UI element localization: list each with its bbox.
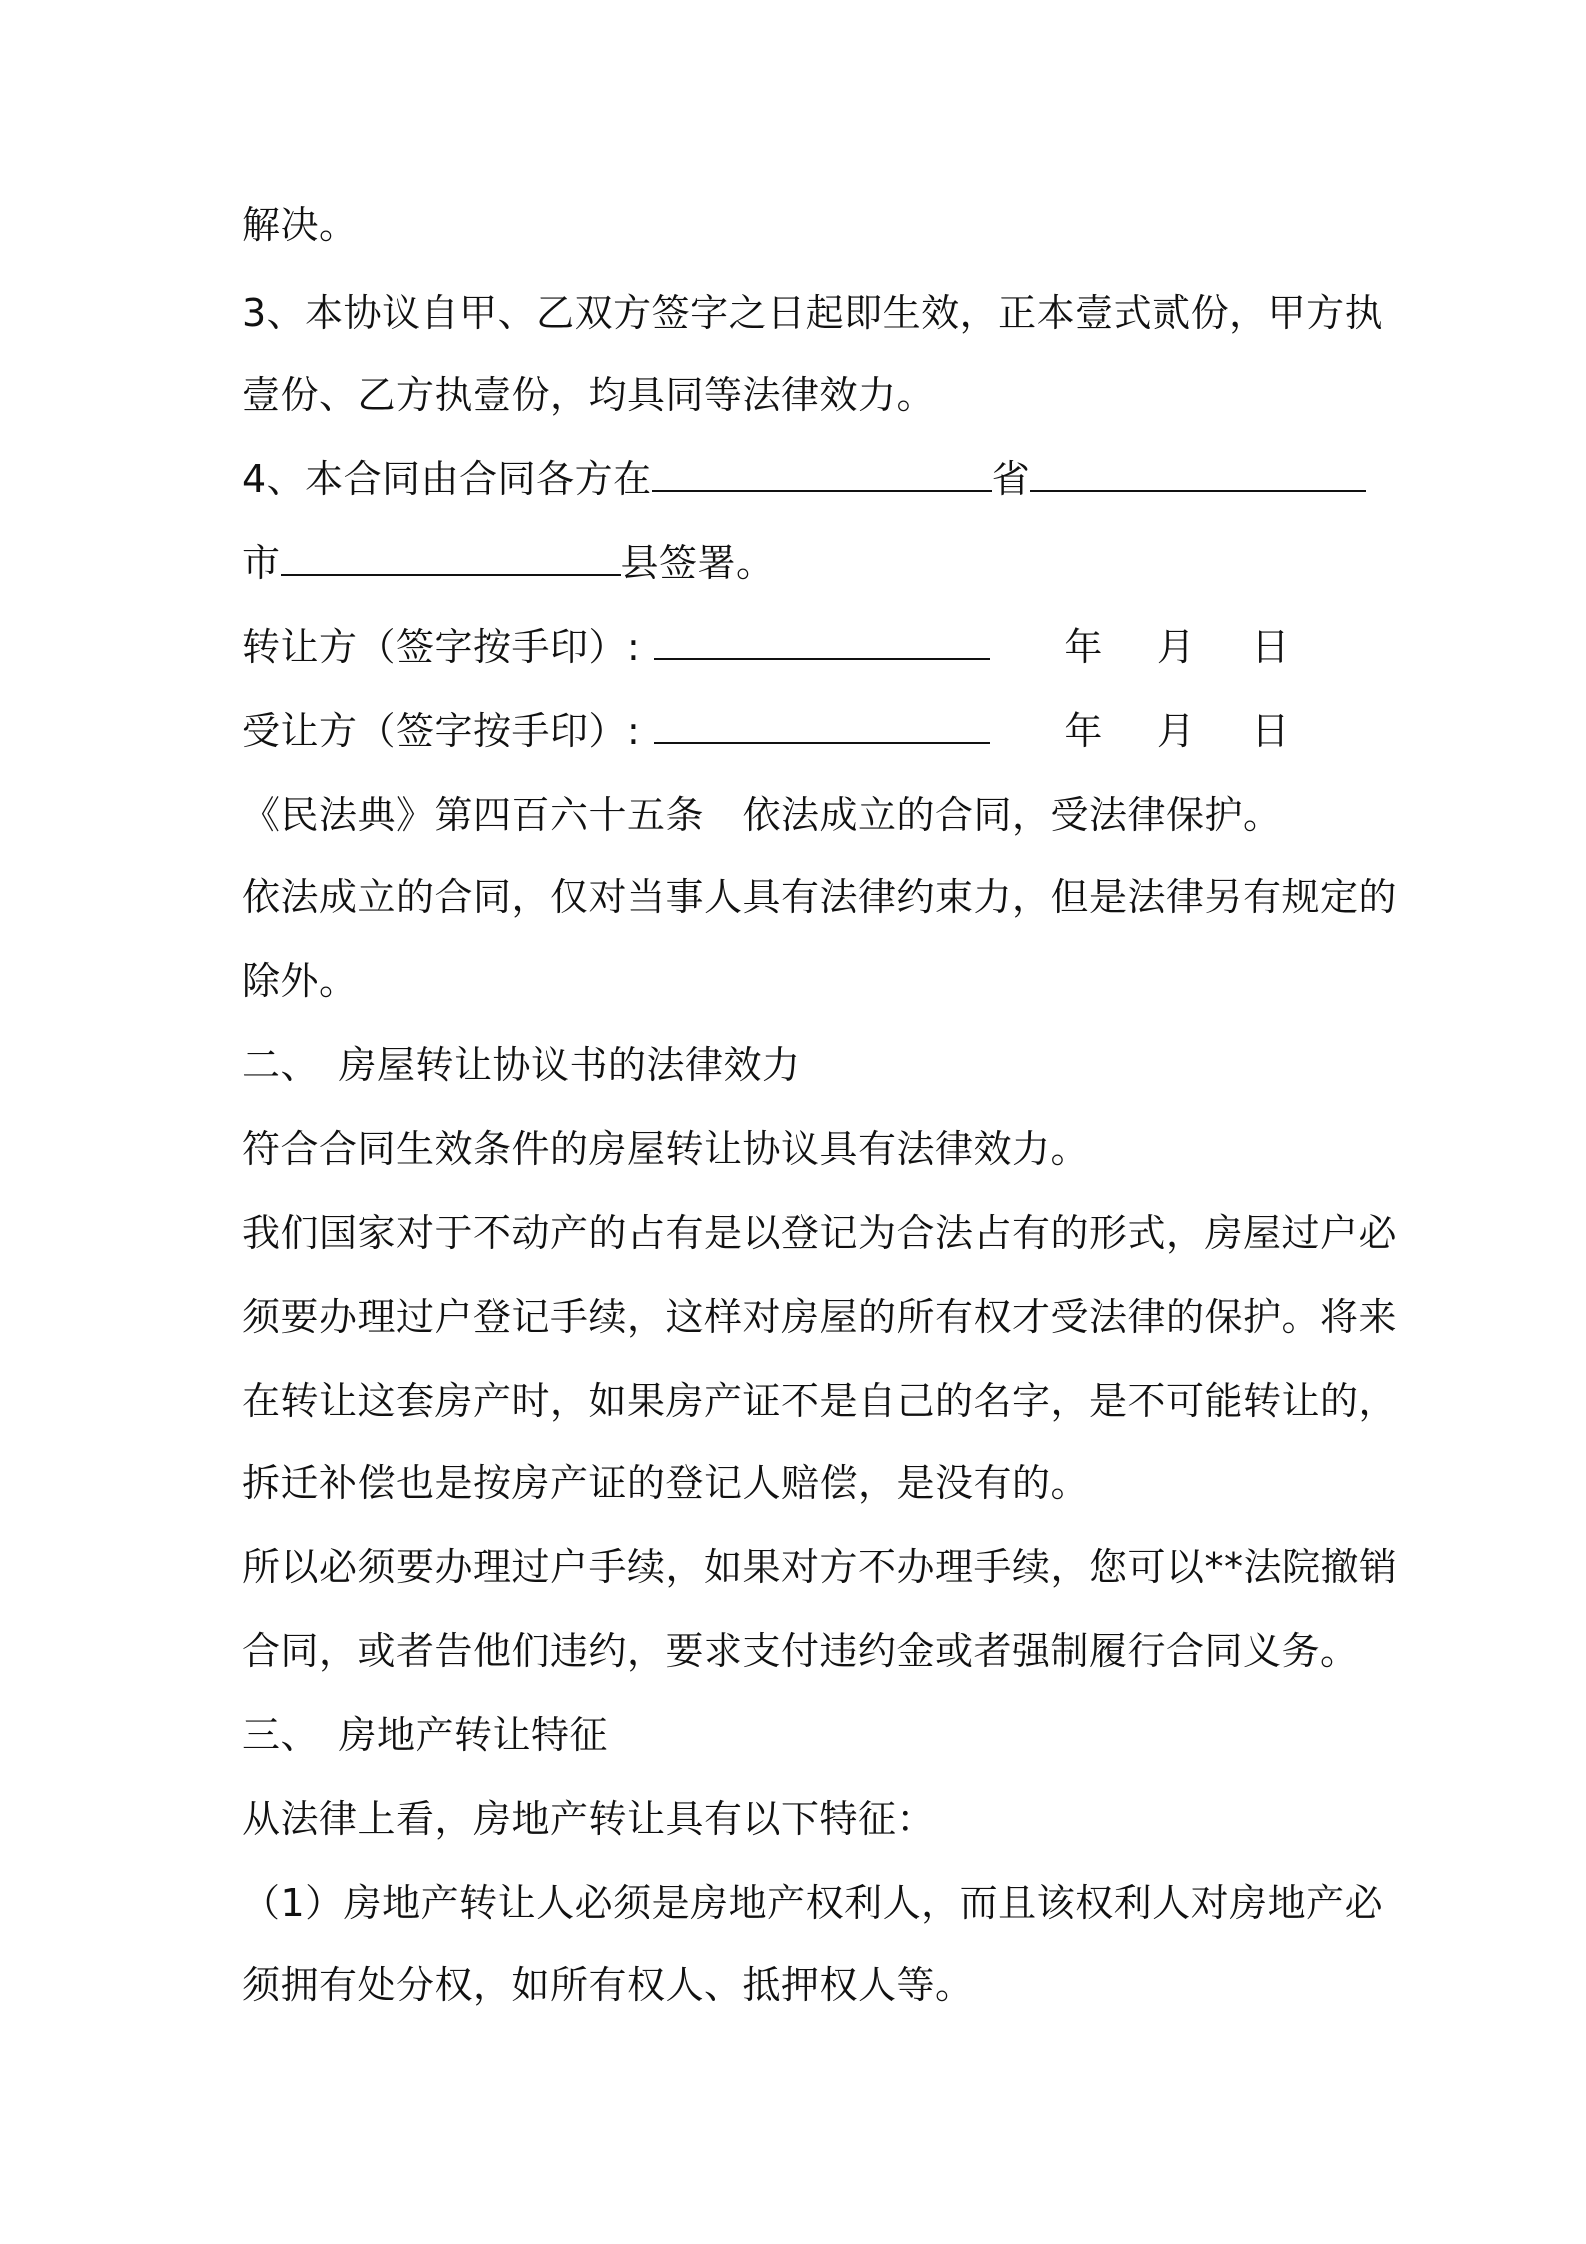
text-line: 须要办理过户登记手续，这样对房屋的所有权才受法律的保护。将来 <box>242 1295 1398 1339</box>
blank-field <box>281 540 621 576</box>
text-line: 解决。 <box>242 203 358 247</box>
transferee-signature-line <box>242 708 1290 754</box>
text-line: 我们国家对于不动产的占有是以登记为合法占有的形式，房屋过户必 <box>242 1211 1398 1255</box>
text-line: 合同，或者告他们违约，要求支付违约金或者强制履行合同义务。 <box>242 1629 1359 1673</box>
text-line: 依法成立的合同，仅对当事人具有法律约束力，但是法律另有规定的 <box>242 875 1398 919</box>
text-line: 符合合同生效条件的房屋转让协议具有法律效力。 <box>242 1127 1090 1171</box>
text-line: 在转让这套房产时，如果房产证不是自己的名字，是不可能转让的， <box>242 1379 1398 1423</box>
text-segment: 省 <box>991 457 1031 501</box>
year-label: 年 <box>1064 625 1103 669</box>
text-line: 须拥有处分权，如所有权人、抵押权人等。 <box>242 1963 974 2007</box>
blank-field <box>652 456 992 492</box>
text-line: 《民法典》第四百六十五条 依法成立的合同，受法律保护。 <box>242 793 1282 837</box>
transferor-signature-line <box>242 624 1290 670</box>
text-segment: 转让方（签字按手印）: <box>242 625 641 669</box>
text-line: 除外。 <box>242 959 358 1003</box>
text-line: 壹份、乙方执壹份，均具同等法律效力。 <box>242 373 936 417</box>
text-segment: 受让方（签字按手印）: <box>242 709 641 753</box>
signature-blank <box>654 708 990 744</box>
text-line: 3、本协议自甲、乙双方签字之日起即生效，正本壹式贰份，甲方执 <box>242 291 1384 335</box>
day-label: 日 <box>1251 625 1290 669</box>
signing-location-line <box>242 456 1366 502</box>
text-segment: 县签署。 <box>620 541 775 585</box>
blank-field <box>1030 456 1366 492</box>
text-line: 从法律上看，房地产转让具有以下特征： <box>242 1797 936 1841</box>
text-segment: 4、本合同由合同各方在 <box>242 457 652 501</box>
signature-blank <box>654 624 990 660</box>
text-line: 所以必须要办理过户手续，如果对方不办理手续，您可以**法院撤销 <box>242 1545 1398 1589</box>
text-segment: 市 <box>242 541 281 585</box>
day-label: 日 <box>1251 709 1290 753</box>
text-line: 拆迁补偿也是按房产证的登记人赔偿，是没有的。 <box>242 1461 1090 1505</box>
section-heading: 三、 房地产转让特征 <box>242 1713 609 1757</box>
signing-location-line <box>242 540 775 586</box>
text-line: （1）房地产转让人必须是房地产权利人，而且该权利人对房地产必 <box>242 1881 1384 1925</box>
section-heading: 二、 房屋转让协议书的法律效力 <box>242 1043 801 1087</box>
year-label: 年 <box>1064 709 1103 753</box>
month-label: 月 <box>1156 709 1196 753</box>
month-label: 月 <box>1156 625 1196 669</box>
